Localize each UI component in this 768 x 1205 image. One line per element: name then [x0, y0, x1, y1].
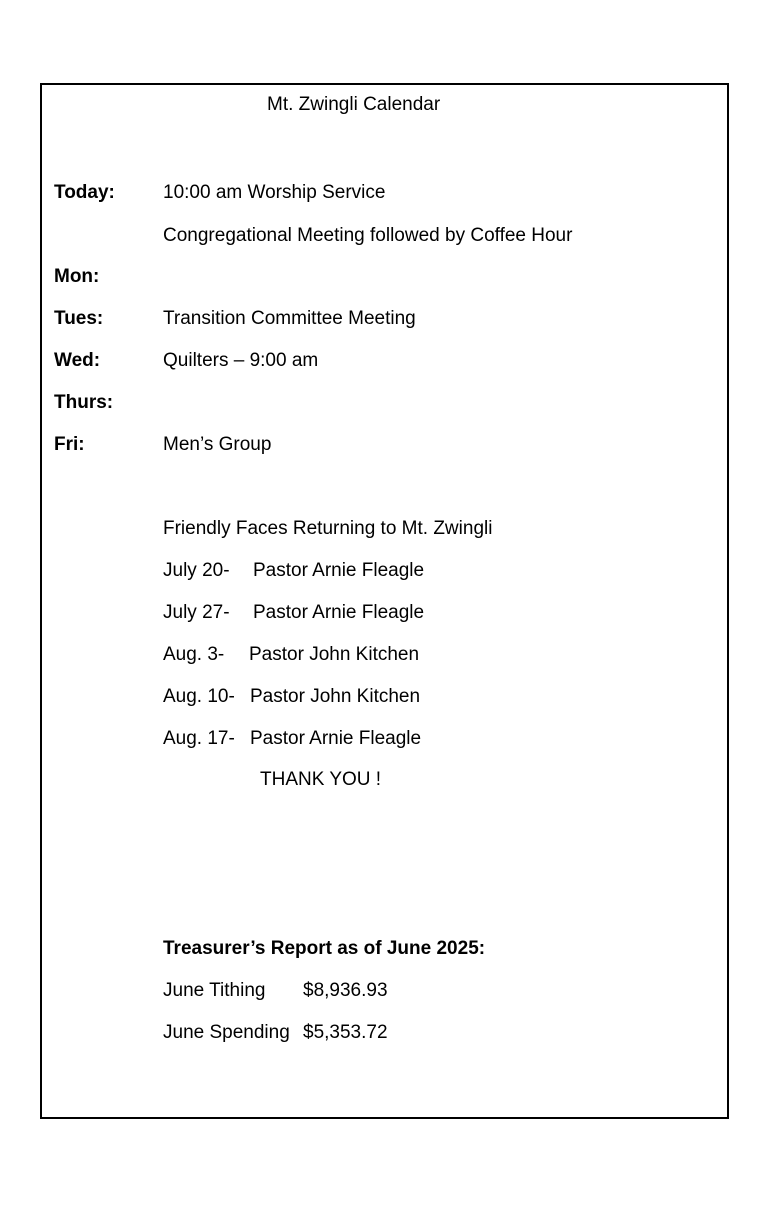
day-label-tues: Tues:	[54, 308, 104, 329]
spending-label: June Spending	[163, 1022, 290, 1043]
day-label-today: Today:	[54, 182, 115, 203]
day-label-thurs: Thurs:	[54, 392, 114, 413]
event-fri-1: Men’s Group	[163, 434, 272, 455]
guest-pastor: Pastor John Kitchen	[249, 644, 420, 665]
event-today-2: Congregational Meeting followed by Coffee Hour	[163, 225, 573, 246]
event-wed-1: Quilters – 9:00 am	[163, 350, 319, 371]
day-label-wed: Wed:	[54, 350, 101, 371]
guest-date: Aug. 3-	[163, 644, 225, 665]
guest-pastor: Pastor Arnie Fleagle	[253, 560, 425, 581]
treasurer-heading: Treasurer’s Report as of June 2025:	[163, 938, 486, 959]
guest-date: Aug. 10-	[163, 686, 235, 707]
guest-date: Aug. 17-	[163, 728, 235, 749]
guest-date: July 20-	[163, 560, 230, 581]
guest-pastor: Pastor Arnie Fleagle	[253, 602, 425, 623]
thank-you-text: THANK YOU !	[260, 769, 382, 790]
guest-pastor: Pastor Arnie Fleagle	[250, 728, 422, 749]
spending-amount: $5,353.72	[303, 1022, 388, 1043]
guest-date: July 27-	[163, 602, 230, 623]
day-label-fri: Fri:	[54, 434, 85, 455]
event-tues-1: Transition Committee Meeting	[163, 308, 416, 329]
guest-pastor: Pastor John Kitchen	[250, 686, 421, 707]
tithing-label: June Tithing	[163, 980, 266, 1001]
event-today-1: 10:00 am Worship Service	[163, 182, 386, 203]
page-title: Mt. Zwingli Calendar	[267, 94, 441, 115]
tithing-amount: $8,936.93	[303, 980, 388, 1001]
guests-heading: Friendly Faces Returning to Mt. Zwingli	[163, 518, 493, 539]
day-label-mon: Mon:	[54, 266, 100, 287]
